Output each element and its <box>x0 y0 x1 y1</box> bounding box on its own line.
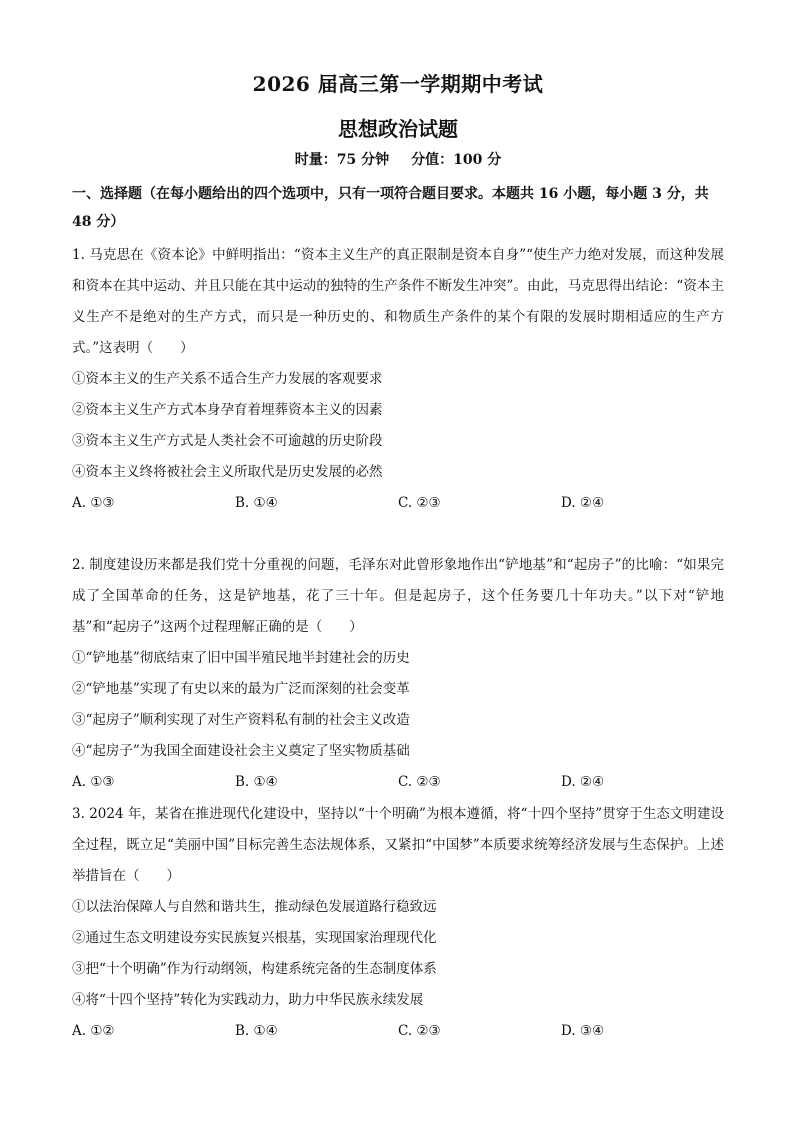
choice-d: D. ③④ <box>561 1023 605 1039</box>
choice-c: C. ②③ <box>398 774 441 790</box>
question-option: ③把“十个明确”作为行动纲领，构建系统完备的生态制度体系 <box>72 961 437 977</box>
choice-a: A. ①② <box>72 1023 115 1039</box>
exam-score: 分值：100 分 <box>411 152 502 168</box>
subject-title: 思想政治试题 <box>338 117 458 141</box>
choice-a: A. ①③ <box>72 774 115 790</box>
answer-choices <box>72 488 724 519</box>
choice-d: D. ②④ <box>561 495 605 511</box>
exam-info <box>72 149 724 169</box>
exam-time: 时量：75 分钟 <box>294 152 390 168</box>
question-option: ②资本主义生产方式本身孕育着埋葬资本主义的因素 <box>72 402 383 418</box>
question-option: ③资本主义生产方式是人类社会不可逾越的历史阶段 <box>72 433 383 449</box>
choice-b: B. ①④ <box>235 495 278 511</box>
question-option: ②“铲地基”实现了有史以来的最为广泛而深刻的社会变革 <box>72 681 410 697</box>
question-stem: 2. 制度建设历来都是我们党十分重视的问题，毛泽东对此曾形象地作出“铲地基”和“起房子”的比喻：“如果完成了全国革命的任务，这是铲地基，花了三十年。但是起房子，这个任务要几十年功夫。”以下对“铲地基”和“起房子”这两个过程理解正确的是（ ） <box>72 557 724 635</box>
question-option: ④将“十四个坚持”转化为实践动力，助力中华民族永续发展 <box>72 992 424 1008</box>
choice-b: B. ①④ <box>235 1023 278 1039</box>
question-option: ①以法治保障人与自然和谐共生，推动绿色发展道路行稳致远 <box>72 899 437 915</box>
question-option: ③“起房子”顺利实现了对生产资料私有制的社会主义改造 <box>72 712 410 728</box>
answer-choices <box>72 1016 724 1047</box>
exam-title: 2026 届高三第一学期期中考试 <box>252 72 544 96</box>
question-3 <box>72 799 724 1047</box>
choice-b: B. ①④ <box>235 774 278 790</box>
choice-c: C. ②③ <box>398 495 441 511</box>
question-stem: 3. 2024 年，某省在推进现代化建设中，坚持以“十个明确”为根本遵循，将“十四个坚持”贯穿于生态文明建设全过程，既立足“美丽中国”目标完善生态法规体系，又紧扣“中国梦”本质要求统筹经济发展与生态保护。上述举措旨在（ ） <box>72 806 724 884</box>
question-1 <box>72 240 724 519</box>
question-option: ④“起房子”为我国全面建设社会主义奠定了坚实物质基础 <box>72 743 410 759</box>
answer-choices <box>72 767 724 798</box>
question-option: ④资本主义终将被社会主义所取代是历史发展的必然 <box>72 464 383 480</box>
question-option: ①资本主义的生产关系不适合生产力发展的客观要求 <box>72 371 383 387</box>
question-stem: 1. 马克思在《资本论》中鲜明指出：“资本主义生产的真正限制是资本自身”“使生产力绝对发展，而这种发展和资本在其中运动、并且只能在其中运动的独特的生产条件不断发生冲突”。由此，马克思得出结论：“资本主义生产不是绝对的生产方式，而只是一种历史的、和物质生产条件的某个有限的发展时期相适应的生产方式。”这表明（ ） <box>72 247 724 356</box>
choice-d: D. ②④ <box>561 774 605 790</box>
choice-c: C. ②③ <box>398 1023 441 1039</box>
section-heading: 一、选择题（在每小题给出的四个选项中，只有一项符合题目要求。本题共 16 小题，每小题 3 分，共 48 分） <box>72 186 709 230</box>
question-option: ①“铲地基”彻底结束了旧中国半殖民地半封建社会的历史 <box>72 650 410 666</box>
question-option: ②通过生态文明建设夯实民族复兴根基，实现国家治理现代化 <box>72 930 437 946</box>
choice-a: A. ①③ <box>72 495 115 511</box>
question-2 <box>72 550 724 798</box>
